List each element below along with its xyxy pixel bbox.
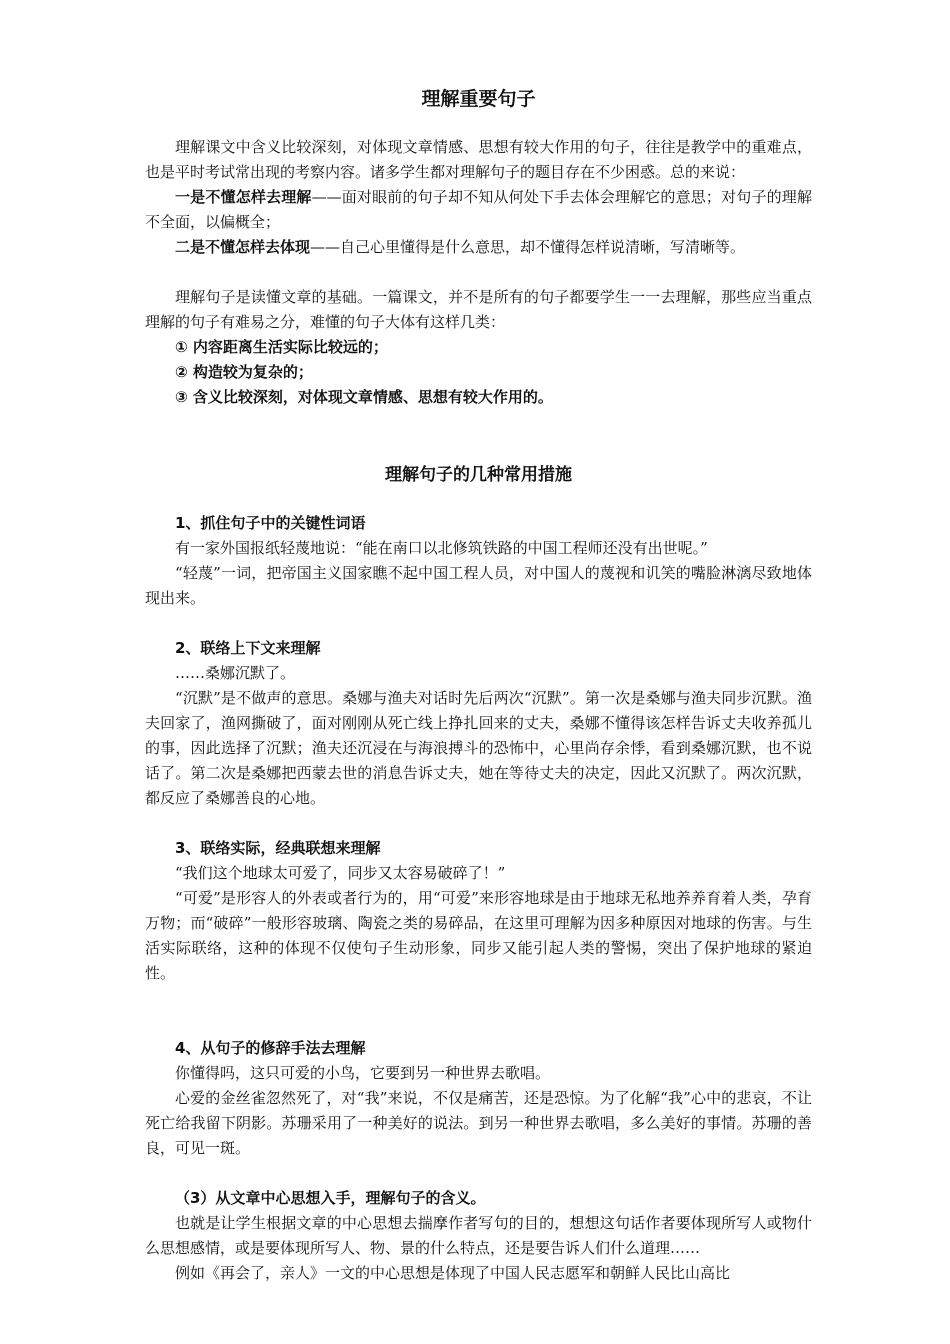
- intro-paragraph-1: 理解课文中含义比较深刻，对体现文章情感、思想有较大作用的句子，往往是教学中的重难点，也是平时考试常出现的考察内容。诸多学生都对理解句子的题目存在不少困惑。总的来说：: [145, 138, 812, 181]
- type-item-1: ① 内容距离生活实际比较远的；: [175, 338, 388, 356]
- document-content: [145, 84, 812, 1286]
- method-5-paragraph-2: 例如《再会了，亲人》一文的中心思想是体现了中国人民志愿军和朝鲜人民比山高比: [175, 1264, 731, 1282]
- intro-paragraph-2: 理解句子是读懂文章的基础。一篇课文，并不是所有的句子都要学生一一去理解，那些应当重点理解的句子有难易之分，难懂的句子大体有这样几类：: [145, 288, 812, 331]
- point-1-text: ——面对眼前的句子却不知从何处下手去体会理解它的意思；对句子的理解不全面，以偏概全；: [145, 188, 812, 231]
- method-4-heading: 4、从句子的修辞手法去理解: [175, 1039, 366, 1057]
- method-4-explanation: 心爱的金丝雀忽然死了，对“我”来说，不仅是痛苦，还是恐惊。为了化解“我”心中的悲哀，不让死亡给我留下阴影。苏珊采用了一种美好的说法。到另一种世界去歌唱，多么美好的事情。苏珊的善良，可见一斑。: [145, 1089, 812, 1157]
- method-2-heading: 2、联络上下文来理解: [175, 639, 321, 657]
- method-2-explanation: “沉默”是不做声的意思。桑娜与渔夫对话时先后两次“沉默”。第一次是桑娜与渔夫同步沉默。渔夫回家了，渔网撕破了，面对刚刚从死亡线上挣扎回来的丈夫，桑娜不懂得该怎样告诉丈夫收养孤儿的事，因此选择了沉默；渔夫还沉浸在与海浪搏斗的恐怖中，心里尚存余悸，看到桑娜沉默，也不说话了。第二次是桑娜把西蒙去世的消息告诉丈夫，她在等待丈夫的决定，因此又沉默了。两次沉默，都反应了桑娜善良的心地。: [145, 689, 812, 807]
- intro-point-2: [145, 235, 812, 260]
- method-3-explanation: “可爱”是形容人的外表或者行为的，用“可爱”来形容地球是由于地球无私地养养育着人类，孕育万物；而“破碎”一般形容玻璃、陶瓷之类的易碎品，在这里可理解为因多种原因对地球的伤害。与生活实际联络，这种的体现不仅使句子生动形象，同步又能引起人类的警惕，突出了保护地球的紧迫性。: [145, 889, 812, 982]
- method-4-example: 你懂得吗，这只可爱的小鸟，它要到另一种世界去歌唱。: [175, 1064, 551, 1082]
- method-3-example: “我们这个地球太可爱了，同步又太容易破碎了！”: [175, 864, 506, 882]
- method-1-example: 有一家外国报纸轻蔑地说：“能在南口以北修筑铁路的中国工程师还没有出世呢。”: [175, 539, 708, 557]
- method-2-example: ……桑娜沉默了。: [175, 664, 296, 682]
- method-5-paragraph-1: 也就是让学生根据文章的中心思想去揣摩作者写句的目的，想想这句话作者要体现所写人或物什么思想感情，或是要体现所写人、物、景的什么特点，还是要告诉人们什么道理……: [145, 1214, 812, 1257]
- method-5-heading: （3）从文章中心思想入手，理解句子的含义。: [175, 1189, 486, 1207]
- point-1-bold: 一是不懂怎样去理解: [175, 188, 312, 206]
- page-title: 理解重要句子: [421, 88, 536, 110]
- type-item-3: ③ 含义比较深刻，对体现文章情感、思想有较大作用的。: [175, 388, 553, 406]
- type-item-2: ② 构造较为复杂的；: [175, 363, 313, 381]
- intro-point-1: [145, 185, 812, 235]
- point-2-bold: 二是不懂怎样去体现: [175, 238, 311, 256]
- method-3-heading: 3、联络实际，经典联想来理解: [175, 839, 381, 857]
- method-1-heading: 1、抓住句子中的关键性词语: [175, 514, 366, 532]
- section-title: 理解句子的几种常用措施: [385, 465, 572, 485]
- method-1-explanation: “轻蔑”一词，把帝国主义国家瞧不起中国工程人员，对中国人的蔑视和讥笑的嘴脸淋漓尽致地体现出来。: [145, 564, 812, 607]
- point-2-text: ——自己心里懂得是什么意思，却不懂得怎样说清晰，写清晰等。: [310, 238, 746, 256]
